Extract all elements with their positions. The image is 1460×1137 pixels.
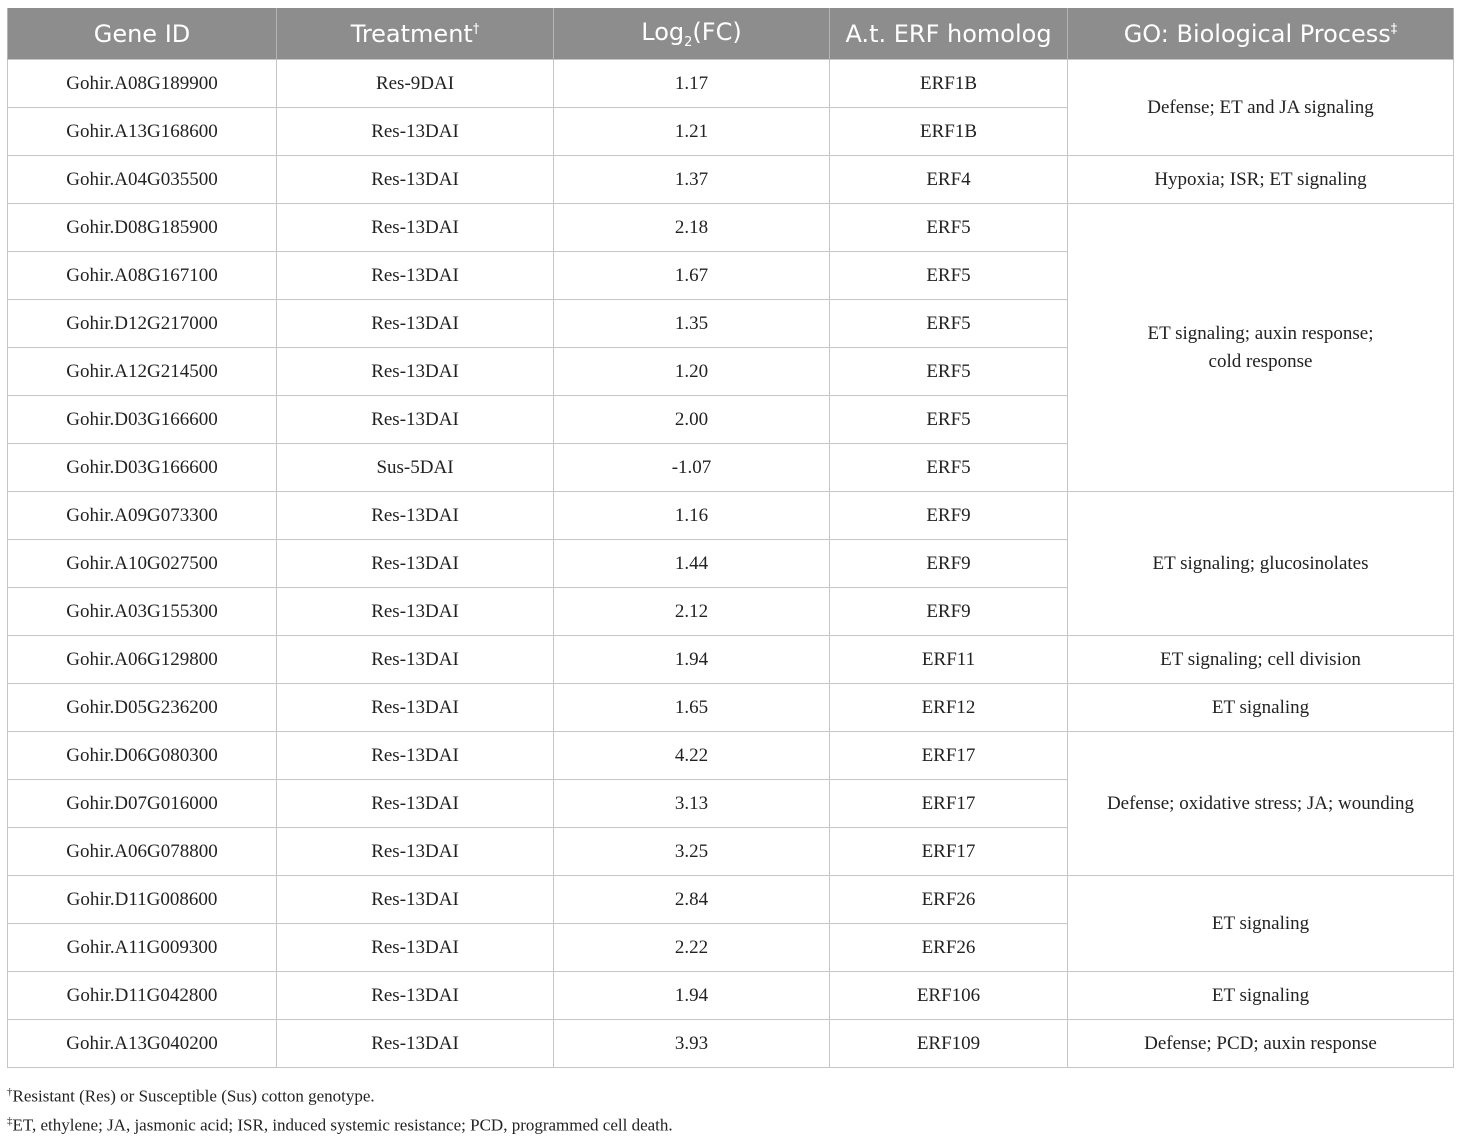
go-process-line: ET signaling; glucosinolates: [1152, 552, 1369, 574]
gene-id-cell: Gohir.D06G080300: [8, 732, 277, 780]
header-log2fc-pre: Log: [641, 17, 685, 46]
footnote-ddagger-mark: ‡: [7, 1114, 13, 1127]
homolog-cell: ERF17: [830, 828, 1068, 876]
treatment-cell: Sus-5DAI: [277, 444, 554, 492]
log2fc-cell: 1.65: [554, 684, 830, 732]
go-process-line: ET signaling: [1211, 696, 1310, 718]
table-header: [8, 8, 1454, 60]
erf-gene-table-container: [7, 8, 1453, 1068]
gene-id-cell: Gohir.D11G042800: [8, 972, 277, 1020]
treatment-cell: Res-13DAI: [277, 972, 554, 1020]
log2fc-cell: 1.94: [554, 636, 830, 684]
footnote-resistance-text: Resistant (Res) or Susceptible (Sus) cotton genotype.: [12, 1086, 375, 1106]
header-go-label: GO: Biological Process: [1123, 19, 1391, 48]
table-row: [8, 876, 1454, 924]
log2fc-cell: 1.35: [554, 300, 830, 348]
table-row: [8, 156, 1454, 204]
erf-gene-table: [7, 8, 1454, 1068]
go-process-cell: [1068, 684, 1454, 732]
go-process-line: ET signaling: [1211, 984, 1310, 1006]
go-process-cell: [1068, 204, 1454, 492]
treatment-cell: Res-13DAI: [277, 636, 554, 684]
go-process-cell: [1068, 492, 1454, 636]
gene-id-cell: Gohir.A04G035500: [8, 156, 277, 204]
log2fc-cell: 2.12: [554, 588, 830, 636]
treatment-cell: Res-13DAI: [277, 252, 554, 300]
homolog-cell: ERF5: [830, 204, 1068, 252]
table-row: [8, 972, 1454, 1020]
go-process-line: cold response: [1208, 350, 1313, 372]
homolog-cell: ERF17: [830, 780, 1068, 828]
homolog-cell: ERF11: [830, 636, 1068, 684]
footnotes: [7, 1080, 673, 1137]
go-process-line: ET signaling; cell division: [1160, 648, 1361, 670]
treatment-cell: Res-13DAI: [277, 300, 554, 348]
header-treatment-dagger: †: [472, 21, 480, 37]
homolog-cell: ERF1B: [830, 60, 1068, 108]
homolog-cell: ERF109: [830, 1020, 1068, 1068]
treatment-cell: Res-9DAI: [277, 60, 554, 108]
table-row: [8, 732, 1454, 780]
header-log2fc-post: (FC): [692, 17, 742, 46]
homolog-cell: ERF9: [830, 540, 1068, 588]
gene-id-cell: Gohir.A12G214500: [8, 348, 277, 396]
treatment-cell: Res-13DAI: [277, 396, 554, 444]
gene-id-cell: Gohir.A09G073300: [8, 492, 277, 540]
gene-id-cell: Gohir.A13G168600: [8, 108, 277, 156]
log2fc-cell: 1.37: [554, 156, 830, 204]
footnote-dagger-mark: †: [7, 1086, 13, 1098]
log2fc-cell: 1.44: [554, 540, 830, 588]
log2fc-cell: 2.00: [554, 396, 830, 444]
log2fc-cell: 3.25: [554, 828, 830, 876]
header-log2fc-sub: 2: [684, 34, 693, 50]
gene-id-cell: Gohir.A06G078800: [8, 828, 277, 876]
table-row: [8, 684, 1454, 732]
gene-id-cell: Gohir.D12G217000: [8, 300, 277, 348]
log2fc-cell: 3.13: [554, 780, 830, 828]
treatment-cell: Res-13DAI: [277, 588, 554, 636]
gene-id-cell: Gohir.A06G129800: [8, 636, 277, 684]
log2fc-cell: 4.22: [554, 732, 830, 780]
go-process-cell: [1068, 60, 1454, 156]
gene-id-cell: Gohir.D07G016000: [8, 780, 277, 828]
go-process-line: ET signaling; auxin response;: [1147, 322, 1374, 344]
homolog-cell: ERF9: [830, 492, 1068, 540]
log2fc-cell: 2.22: [554, 924, 830, 972]
gene-id-cell: Gohir.A10G027500: [8, 540, 277, 588]
header-treatment: [277, 8, 554, 60]
homolog-cell: ERF1B: [830, 108, 1068, 156]
treatment-cell: Res-13DAI: [277, 732, 554, 780]
treatment-cell: Res-13DAI: [277, 828, 554, 876]
treatment-cell: Res-13DAI: [277, 1020, 554, 1068]
header-gene-id-label: Gene ID: [93, 19, 191, 48]
treatment-cell: Res-13DAI: [277, 540, 554, 588]
treatment-cell: Res-13DAI: [277, 204, 554, 252]
header-treatment-label: Treatment: [350, 19, 473, 48]
go-process-cell: [1068, 732, 1454, 876]
treatment-cell: Res-13DAI: [277, 492, 554, 540]
go-process-cell: [1068, 636, 1454, 684]
log2fc-cell: 1.94: [554, 972, 830, 1020]
gene-id-cell: Gohir.A08G189900: [8, 60, 277, 108]
go-process-cell: [1068, 972, 1454, 1020]
header-homolog-label: A.t. ERF homolog: [845, 19, 1052, 48]
gene-id-cell: Gohir.A11G009300: [8, 924, 277, 972]
homolog-cell: ERF5: [830, 396, 1068, 444]
homolog-cell: ERF4: [830, 156, 1068, 204]
header-go-process: [1068, 8, 1454, 60]
homolog-cell: ERF5: [830, 348, 1068, 396]
table-body: [8, 60, 1454, 1068]
homolog-cell: ERF26: [830, 876, 1068, 924]
homolog-cell: ERF5: [830, 252, 1068, 300]
homolog-cell: ERF12: [830, 684, 1068, 732]
treatment-cell: Res-13DAI: [277, 876, 554, 924]
log2fc-cell: 1.67: [554, 252, 830, 300]
log2fc-cell: 2.84: [554, 876, 830, 924]
treatment-cell: Res-13DAI: [277, 924, 554, 972]
gene-id-cell: Gohir.D05G236200: [8, 684, 277, 732]
table-row: [8, 492, 1454, 540]
homolog-cell: ERF26: [830, 924, 1068, 972]
log2fc-cell: 1.20: [554, 348, 830, 396]
gene-id-cell: Gohir.D08G185900: [8, 204, 277, 252]
gene-id-cell: Gohir.D03G166600: [8, 444, 277, 492]
go-process-line: Defense; oxidative stress; JA; wounding: [1106, 792, 1415, 814]
footnote-resistance: [7, 1080, 673, 1109]
treatment-cell: Res-13DAI: [277, 108, 554, 156]
log2fc-cell: 1.17: [554, 60, 830, 108]
homolog-cell: ERF9: [830, 588, 1068, 636]
go-process-cell: [1068, 876, 1454, 972]
header-row: [8, 8, 1454, 60]
log2fc-cell: 1.16: [554, 492, 830, 540]
header-log2fc: [554, 8, 830, 60]
header-homolog: [830, 8, 1068, 60]
header-gene-id: [8, 8, 277, 60]
gene-id-cell: Gohir.A08G167100: [8, 252, 277, 300]
treatment-cell: Res-13DAI: [277, 348, 554, 396]
log2fc-cell: 3.93: [554, 1020, 830, 1068]
homolog-cell: ERF106: [830, 972, 1068, 1020]
go-process-line: Defense; PCD; auxin response: [1144, 1032, 1377, 1054]
log2fc-cell: 1.21: [554, 108, 830, 156]
footnote-abbreviations: [7, 1109, 673, 1137]
treatment-cell: Res-13DAI: [277, 780, 554, 828]
footnote-abbreviations-text: ET, ethylene; JA, jasmonic acid; ISR, induced systemic resistance; PCD, programmed cell death.: [12, 1115, 673, 1135]
go-process-line: Hypoxia; ISR; ET signaling: [1154, 168, 1367, 190]
treatment-cell: Res-13DAI: [277, 156, 554, 204]
table-row: [8, 204, 1454, 252]
go-process-line: ET signaling: [1211, 912, 1310, 934]
table-row: [8, 1020, 1454, 1068]
go-process-cell: [1068, 156, 1454, 204]
table-row: [8, 60, 1454, 108]
log2fc-cell: -1.07: [554, 444, 830, 492]
go-process-cell: [1068, 1020, 1454, 1068]
gene-id-cell: Gohir.D03G166600: [8, 396, 277, 444]
homolog-cell: ERF5: [830, 444, 1068, 492]
gene-id-cell: Gohir.D11G008600: [8, 876, 277, 924]
gene-id-cell: Gohir.A13G040200: [8, 1020, 277, 1068]
log2fc-cell: 2.18: [554, 204, 830, 252]
gene-id-cell: Gohir.A03G155300: [8, 588, 277, 636]
go-process-line: Defense; ET and JA signaling: [1147, 96, 1374, 118]
table-row: [8, 636, 1454, 684]
homolog-cell: ERF17: [830, 732, 1068, 780]
header-go-ddagger: ‡: [1390, 21, 1398, 37]
treatment-cell: Res-13DAI: [277, 684, 554, 732]
homolog-cell: ERF5: [830, 300, 1068, 348]
